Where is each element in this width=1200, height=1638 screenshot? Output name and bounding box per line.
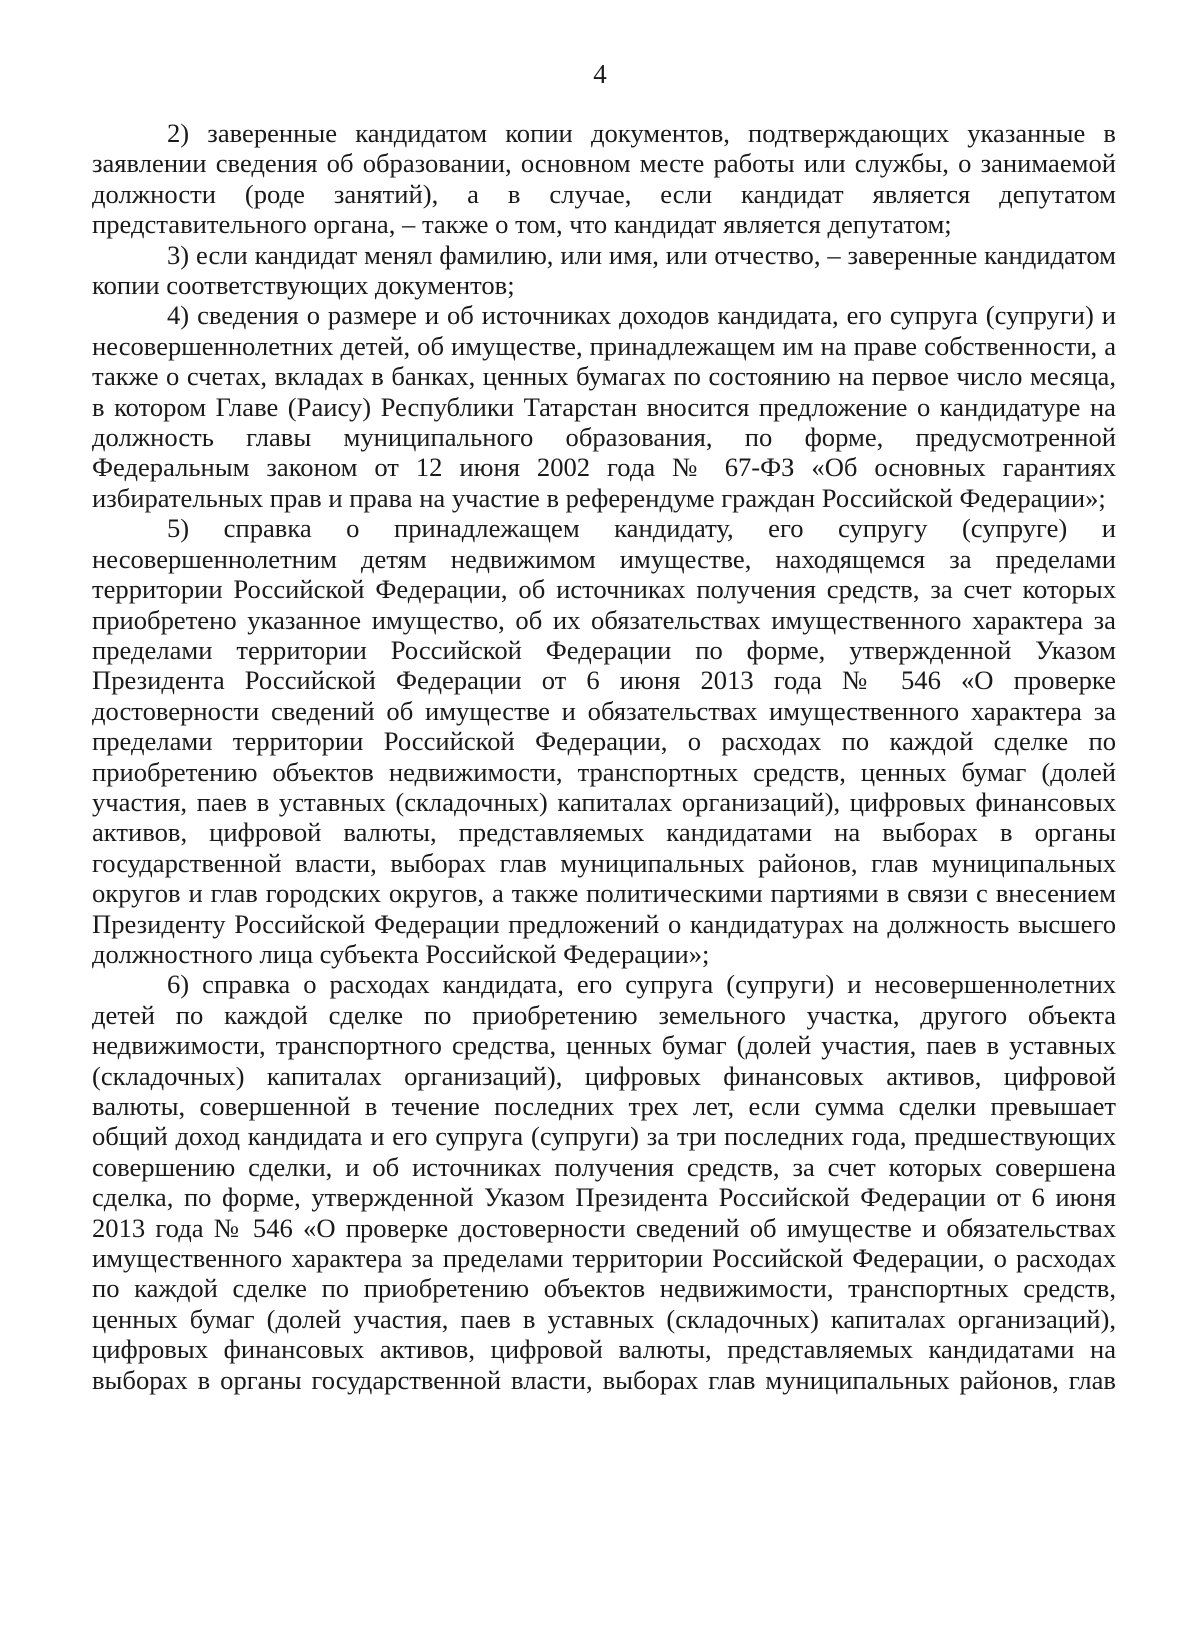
page-number: 4 (593, 59, 607, 89)
paragraph-item-2: 2) заверенные кандидатом копии документов, подтверждающих указанные в заявлении сведения об образовании, основном месте работы или службы, о занимаемой должности (роде занятий), а в случае, если кандидат является депутатом представительного органа, – также о том, что кандидат является депутатом; (92, 118, 1116, 240)
paragraph-item-6: 6) справка о расходах кандидата, его супруга (супруги) и несовершеннолетних детей по каждой сделке по приобретению земельного участка, другого объекта недвижимости, транспортного средства, ценных бумаг (долей участия, паев в уставных (складочных) капиталах организаций), цифровых финансовых активов, цифровой валюты, совершенной в течение последних трех лет, если сумма сделки превышает общий доход кандидата и его супруга (супруги) за три последних года, предшествующих совершению сделки, и об источниках получения средств, за счет которых совершена сделка, по форме, утвержденной Указом Президента Российской Федерации от 6 июня 2013 года № 546 «О проверке достоверности сведений об имуществе и обязательствах имущественного характера за пределами территории Российской Федерации, о расходах по каждой сделке по приобретению объектов недвижимости, транспортных средств, ценных бумаг (долей участия, паев в уставных (складочных) капиталах организаций), цифровых финансовых активов, цифровой валюты, представляемых кандидатами на выборах в органы государственной власти, выборах глав муниципальных районов, глав (92, 969, 1116, 1395)
paragraph-item-3: 3) если кандидат менял фамилию, или имя, или отчество, – заверенные кандидатом копии соответствующих документов; (92, 239, 1116, 301)
paragraph-item-5: 5) справка о принадлежащем кандидату, его супругу (супруге) и несовершеннолетним детям недвижимом имуществе, находящемся за пределами территории Российской Федерации, об источниках получения средств, за счет которых приобретено указанное имущество, об их обязательствах имущественного характера за пределами территории Российской Федерации по форме, утвержденной Указом Президента Российской Федерации от 6 июня 2013 года № 546 «О проверке достоверности сведений об имуществе и обязательствах имущественного характера за пределами территории Российской Федерации, о расходах по каждой сделке по приобретению объектов недвижимости, транспортных средств, ценных бумаг (долей участия, паев в уставных (складочных) капиталах организаций), цифровых финансовых активов, цифровой валюты, представляемых кандидатами на выборах в органы государственной власти, выборах глав муниципальных районов, глав муниципальных округов и глав городских округов, а также политическими партиями в связи с внесением Президенту Российской Федерации предложений о кандидатурах на должность высшего должностного лица субъекта Российской Федерации»; (92, 513, 1116, 969)
document-body (92, 118, 1116, 1395)
paragraph-item-4: 4) сведения о размере и об источниках доходов кандидата, его супруга (супруги) и несовершеннолетних детей, об имуществе, принадлежащем им на праве собственности, а также о счетах, вкладах в банках, ценных бумагах по состоянию на первое число месяца, в котором Главе (Раису) Республики Татарстан вносится предложение о кандидатуре на должность главы муниципального образования, по форме, предусмотренной Федеральным законом от 12 июня 2002 года № 67-ФЗ «Об основных гарантиях избирательных прав и права на участие в референдуме граждан Российской Федерации»; (92, 300, 1116, 513)
